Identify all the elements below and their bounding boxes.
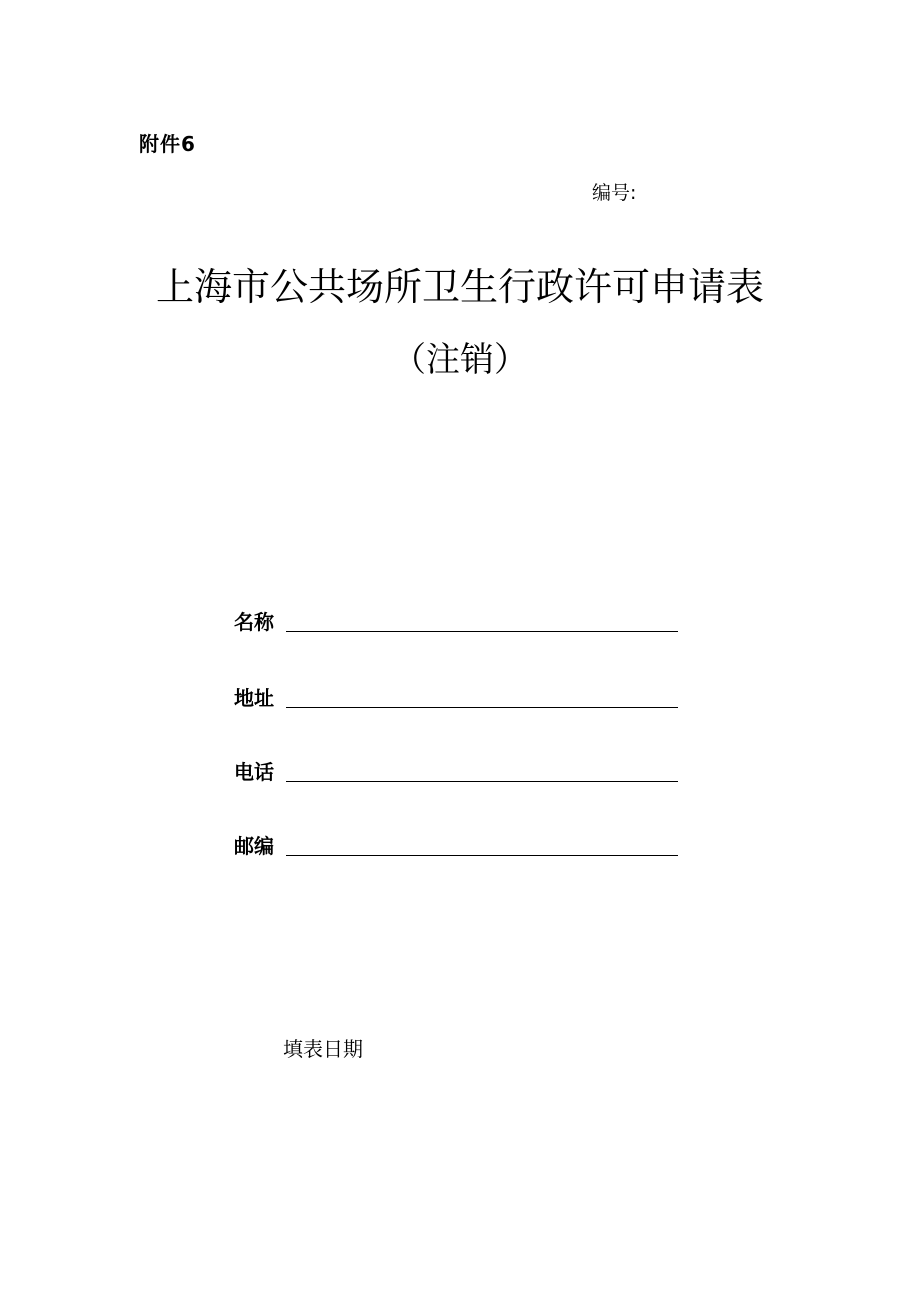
phone-field-line[interactable]: [286, 781, 678, 782]
name-field-line[interactable]: [286, 631, 678, 632]
document-title: 上海市公共场所卫生行政许可申请表: [155, 265, 764, 309]
serial-number-label: 编号:: [592, 182, 637, 204]
address-field-label: 地址: [234, 686, 274, 710]
fill-date-label: 填表日期: [283, 1037, 363, 1061]
phone-field-label: 电话: [234, 760, 274, 784]
address-field: [234, 678, 678, 710]
attachment-label: 附件6: [139, 132, 196, 156]
postcode-field-label: 邮编: [234, 834, 274, 858]
postcode-field-line[interactable]: [286, 855, 678, 856]
postcode-field: [234, 826, 678, 858]
document-subtitle: （注销）: [392, 340, 528, 380]
phone-field: [234, 752, 678, 784]
address-field-line[interactable]: [286, 707, 678, 708]
name-field: [234, 602, 678, 634]
name-field-label: 名称: [234, 610, 274, 634]
